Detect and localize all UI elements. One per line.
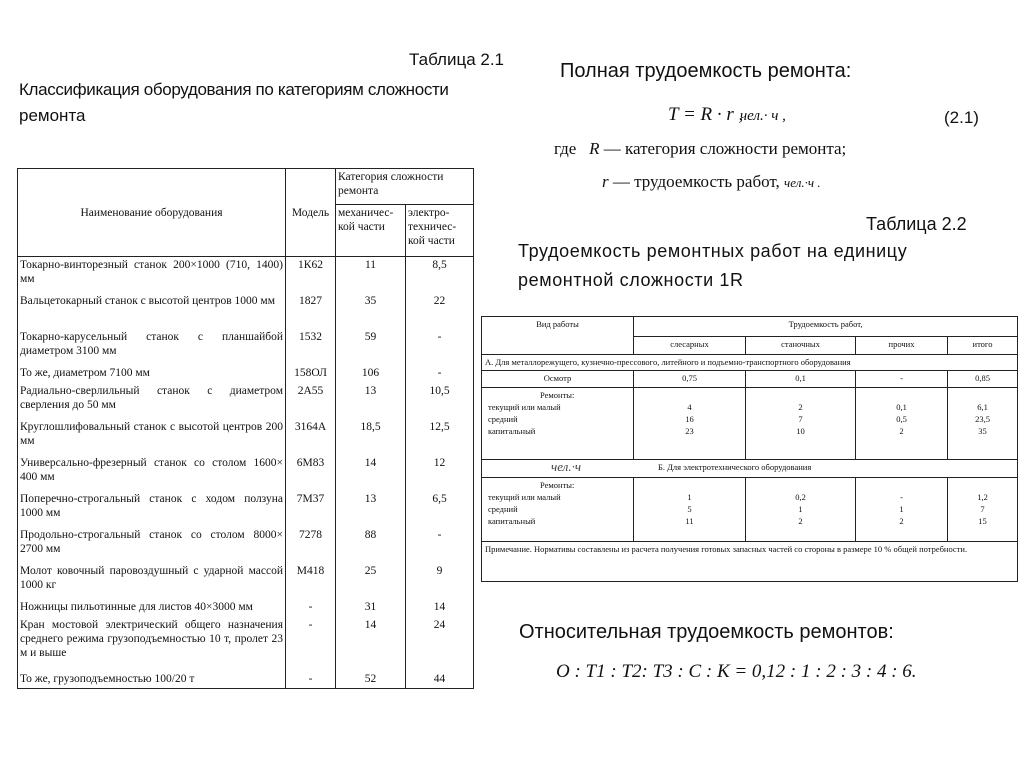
- equipment-model: 1К62: [286, 257, 336, 293]
- table-row: [18, 365, 474, 383]
- table-row: [482, 478, 1018, 542]
- table-row: [482, 388, 1018, 460]
- elec-category: 24: [406, 617, 474, 671]
- col-header-fitter: слесарных: [634, 337, 746, 355]
- where-line-r: [602, 172, 821, 192]
- equipment-model: 3164А: [286, 419, 336, 455]
- repairs-a-labels: [482, 388, 634, 460]
- relative-formula: О : Т1 : Т2: Т3 : С : К = 0,12 : 1 : 2 : 3 : 4 : 6.: [556, 661, 917, 682]
- b-fitter-values: 1 5 11: [634, 478, 746, 542]
- col-header-other: прочих: [856, 337, 948, 355]
- where-prefix: где: [554, 139, 577, 158]
- table-row: [18, 329, 474, 365]
- equipment-model: -: [286, 617, 336, 671]
- mech-category: 31: [336, 599, 406, 617]
- col-header-total: итого: [948, 337, 1018, 355]
- inspection-label: Осмотр: [482, 371, 634, 388]
- table-row: [18, 527, 474, 563]
- equipment-model: -: [286, 599, 336, 617]
- full-labor-heading: Полная трудоемкость ремонта:: [560, 60, 852, 82]
- repairs-b-labels: [482, 478, 634, 542]
- repairs-label: Ремонты:: [540, 480, 575, 490]
- mech-category: 106: [336, 365, 406, 383]
- mech-category: 13: [336, 491, 406, 527]
- mech-category: 14: [336, 617, 406, 671]
- inspection-machine: 0,1: [746, 371, 856, 388]
- elec-category: 22: [406, 293, 474, 329]
- table-row: [18, 599, 474, 617]
- relative-labor-heading: Относительная трудоемкость ремонтов:: [519, 621, 894, 643]
- equipment-name: Молот ковочный паровоздушный с ударной массой 1000 кг: [18, 563, 286, 599]
- col-header-mech: механичес-кой части: [336, 205, 406, 257]
- table-2-2-caption-line2: ремонтной сложности 1R: [518, 270, 744, 290]
- equipment-model: 1827: [286, 293, 336, 329]
- symbol-r: r: [602, 172, 609, 191]
- elec-category: -: [406, 365, 474, 383]
- col-header-category: Категория сложности ремонта: [336, 169, 474, 205]
- table-2-1-label: Таблица 2.1: [409, 50, 505, 69]
- equipment-name: Кран мостовой электрический общего назначения среднего режима грузоподъемностью 10 т, пролет 23 м и выше: [18, 617, 286, 671]
- col-header-machine: станочных: [746, 337, 856, 355]
- a-total-values: 6,1 23,5 35: [948, 388, 1018, 460]
- equipment-name: Продольно-строгальный станок со столом 8000× 2700 мм: [18, 527, 286, 563]
- repair-labor-table: [481, 316, 1018, 582]
- mech-category: 13: [336, 383, 406, 419]
- table-2-2-caption-line1: Трудоемкость ремонтных работ на единицу: [518, 241, 908, 261]
- where-line-R: [554, 139, 846, 159]
- equipment-name: Радиально-сверлильный станок с диаметром сверления до 50 мм: [18, 383, 286, 419]
- equipment-model: 1532: [286, 329, 336, 365]
- elec-category: 8,5: [406, 257, 474, 293]
- repair-type-medium: средний: [488, 414, 518, 424]
- col-header-work: Вид работы: [482, 317, 634, 355]
- where-r-text: — трудоемкость работ,: [612, 172, 780, 191]
- symbol-R: R: [589, 139, 600, 158]
- equipment-name: То же, грузоподъемностью 100/20 т: [18, 671, 286, 689]
- table-row: [482, 371, 1018, 388]
- elec-category: 14: [406, 599, 474, 617]
- repair-type-capital: капитальный: [488, 516, 536, 526]
- table-row: [18, 455, 474, 491]
- equipment-model: 6М83: [286, 455, 336, 491]
- elec-category: 9: [406, 563, 474, 599]
- elec-category: 10,5: [406, 383, 474, 419]
- elec-category: 12: [406, 455, 474, 491]
- equipment-complexity-table: [17, 168, 474, 689]
- mech-category: 25: [336, 563, 406, 599]
- equipment-model: 2А55: [286, 383, 336, 419]
- equipment-name: Круглошлифовальный станок с высотой центров 200 мм: [18, 419, 286, 455]
- section-a-title: А. Для металлорежущего, кузнечно-прессового, литейного и подъемно-транспортного оборудования: [482, 355, 1018, 371]
- formula-number: (2.1): [944, 108, 979, 127]
- elec-category: -: [406, 329, 474, 365]
- table-2-2-label: Таблица 2.2: [866, 214, 967, 234]
- where-r-unit: чел.·ч .: [784, 175, 821, 190]
- where-R-text: — категория сложности ремонта;: [603, 139, 847, 158]
- b-total-values: 1,2 7 15: [948, 478, 1018, 542]
- table-note: Примечание. Нормативы составлены из расчета получения готовых запасных частей со стороны в размере 10 % общей потребности.: [482, 542, 1018, 582]
- table-row: [18, 617, 474, 671]
- equipment-name: Ножницы пильотинные для листов 40×3000 мм: [18, 599, 286, 617]
- equipment-name: То же, диаметром 7100 мм: [18, 365, 286, 383]
- equipment-model: -: [286, 671, 336, 689]
- a-machine-values: 2 7 10: [746, 388, 856, 460]
- mech-category: 52: [336, 671, 406, 689]
- elec-category: 12,5: [406, 419, 474, 455]
- col-header-labor: Трудоемкость работ,: [634, 317, 1018, 337]
- equipment-model: М418: [286, 563, 336, 599]
- mech-category: 35: [336, 293, 406, 329]
- equipment-name: Токарно-винторезный станок 200×1000 (710, 1400) мм: [18, 257, 286, 293]
- mech-category: 11: [336, 257, 406, 293]
- repair-type-medium: средний: [488, 504, 518, 514]
- table-row: [18, 563, 474, 599]
- mech-category: 88: [336, 527, 406, 563]
- equipment-model: 158ОЛ: [286, 365, 336, 383]
- b-machine-values: 0,2 1 2: [746, 478, 856, 542]
- repair-type-current: текущий или малый: [488, 402, 561, 412]
- a-fitter-values: 4 16 23: [634, 388, 746, 460]
- inspection-fitter: 0,75: [634, 371, 746, 388]
- equipment-name: Поперечно-строгальный станок с ходом ползуна 1000 мм: [18, 491, 286, 527]
- table-row: [18, 671, 474, 689]
- repair-type-capital: капитальный: [488, 426, 536, 436]
- a-other-values: 0,1 0,5 2: [856, 388, 948, 460]
- repairs-label: Ремонты:: [540, 390, 575, 400]
- elec-category: 6,5: [406, 491, 474, 527]
- table-2-1-caption-line1: Классификация оборудования по категориям сложности: [19, 80, 449, 99]
- table-row: [18, 419, 474, 455]
- equipment-name: Токарно-карусельный станок с планшайбой диаметром 3100 мм: [18, 329, 286, 365]
- formula-unit: чел.· ч ,: [740, 108, 786, 124]
- inspection-other: -: [856, 371, 948, 388]
- mech-category: 14: [336, 455, 406, 491]
- col-header-elec: электро-техничес-кой части: [406, 205, 474, 257]
- equipment-model: 7278: [286, 527, 336, 563]
- table-row: [18, 257, 474, 293]
- section-b-title: Б. Для электротехнического оборудования: [482, 460, 1018, 478]
- col-header-name: Наименование оборудования: [18, 169, 286, 257]
- mech-category: 18,5: [336, 419, 406, 455]
- repair-type-current: текущий или малый: [488, 492, 561, 502]
- b-other-values: - 1 2: [856, 478, 948, 542]
- formula-main: T = R · r ,: [668, 104, 744, 125]
- inspection-total: 0,85: [948, 371, 1018, 388]
- table-row: [18, 383, 474, 419]
- table-row: [18, 293, 474, 329]
- table-row: [18, 491, 474, 527]
- equipment-name: Вальцетокарный станок с высотой центров 1000 мм: [18, 293, 286, 329]
- equipment-name: Универсально-фрезерный станок со столом 1600× 400 мм: [18, 455, 286, 491]
- mech-category: 59: [336, 329, 406, 365]
- equipment-model: 7М37: [286, 491, 336, 527]
- overlay-unit: чел.·ч: [551, 459, 582, 474]
- elec-category: -: [406, 527, 474, 563]
- elec-category: 44: [406, 671, 474, 689]
- col-header-model: Модель: [286, 169, 336, 257]
- table-2-1-caption-line2: ремонта: [19, 106, 86, 125]
